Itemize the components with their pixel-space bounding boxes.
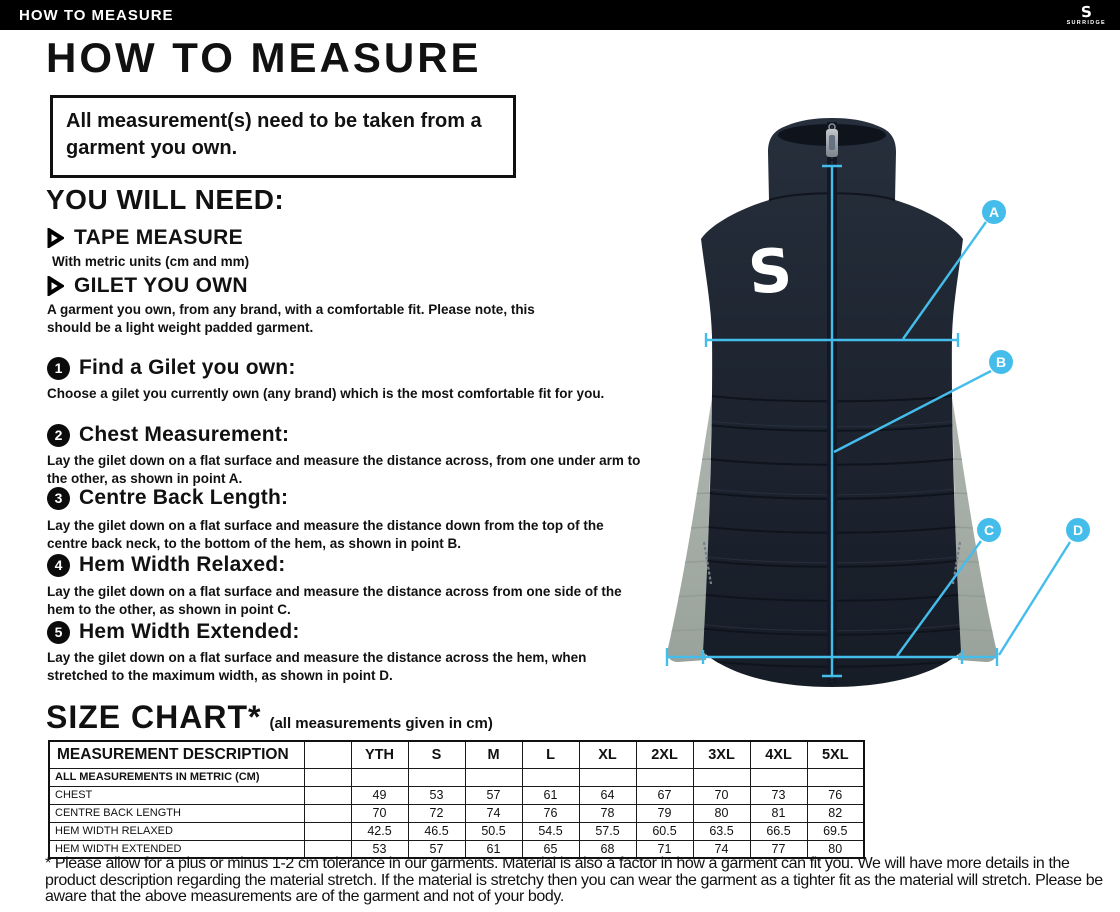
- topbar-title: HOW TO MEASURE: [19, 6, 174, 24]
- pointer-line-d: [999, 542, 1070, 655]
- size-chart-heading: [46, 699, 493, 736]
- step-number-badge: 4: [47, 554, 70, 577]
- blank-cell: [304, 768, 351, 786]
- header-measurement-description: MEASUREMENT DESCRIPTION: [49, 741, 304, 768]
- step-3-heading: [47, 486, 288, 510]
- step-title: Hem Width Relaxed:: [79, 553, 286, 576]
- need-item-description: A garment you own, from any brand, with a comfortable fit. Please note, this should be a light weight padded garment.: [47, 302, 535, 335]
- blank-cell: [807, 768, 864, 786]
- need-item-title: TAPE MEASURE: [74, 226, 243, 249]
- surridge-logo: [1066, 2, 1106, 27]
- tolerance-footnote: * Please allow for a plus or minus 1-2 cm tolerance in our garments. Material is also a factor in how a garment can fit you. We will have more details in the product description regarding the material stretch. If the material is stretchy then you can wear the garment as a tighter fit as the material will stretch. Please be aware that the above measurements are of the garment and not of your body.: [45, 855, 1103, 905]
- size-value-cell: 81: [750, 804, 807, 822]
- size-value-cell: 74: [693, 840, 750, 858]
- size-value-cell: 53: [408, 786, 465, 804]
- step-title: Hem Width Extended:: [79, 620, 300, 643]
- size-value-cell: 53: [351, 840, 408, 858]
- size-value-cell: 79: [636, 804, 693, 822]
- metric-note-row: [49, 768, 864, 786]
- step-5-description: Lay the gilet down on a flat surface and measure the distance across the hem, when stretched to the maximum width, as shown in point D.: [47, 650, 587, 683]
- size-value-cell: 77: [750, 840, 807, 858]
- size-value-cell: 65: [522, 840, 579, 858]
- size-value-cell: 67: [636, 786, 693, 804]
- step-title: Centre Back Length:: [79, 486, 289, 509]
- size-value-cell: 74: [465, 804, 522, 822]
- measurement-point-labels: [977, 200, 1090, 542]
- notice-box: [50, 95, 516, 178]
- notice-text: All measurement(s) need to be taken from a garment you own.: [66, 110, 482, 159]
- size-value-cell: 70: [693, 786, 750, 804]
- need-item-title: GILET YOU OWN: [74, 274, 248, 297]
- blank-cell: [636, 768, 693, 786]
- step-title: Chest Measurement:: [79, 423, 290, 446]
- step-number-badge: 3: [47, 487, 70, 510]
- size-value-cell: 61: [465, 840, 522, 858]
- size-value-cell: 63.5: [693, 822, 750, 840]
- step-1-description: Choose a gilet you currently own (any brand) which is the most comfortable fit for you.: [47, 386, 605, 401]
- triangle-bullet-icon: [47, 276, 64, 296]
- header-size-m: M: [465, 741, 522, 768]
- blank-cell: [693, 768, 750, 786]
- size-value-cell: 49: [351, 786, 408, 804]
- gilet-measurement-diagram: [630, 95, 1120, 720]
- header-size-yth: YTH: [351, 741, 408, 768]
- step-3-description: Lay the gilet down on a flat surface and measure the distance down from the top of the centre back neck, to the bottom of the hem, as shown in point B.: [47, 518, 604, 551]
- size-value-cell: 80: [807, 840, 864, 858]
- row-label: CENTRE BACK LENGTH: [49, 804, 304, 822]
- size-value-cell: 60.5: [636, 822, 693, 840]
- blank-cell: [304, 786, 351, 804]
- row-label: HEM WIDTH EXTENDED: [49, 840, 304, 858]
- size-value-cell: 73: [750, 786, 807, 804]
- size-value-cell: 76: [807, 786, 864, 804]
- size-value-cell: 42.5: [351, 822, 408, 840]
- header-size-2xl: 2XL: [636, 741, 693, 768]
- step-number-badge: 5: [47, 621, 70, 644]
- blank-cell: [579, 768, 636, 786]
- size-value-cell: 80: [693, 804, 750, 822]
- size-value-cell: 57.5: [579, 822, 636, 840]
- point-a-label: A: [988, 204, 1000, 220]
- blank-cell: [304, 804, 351, 822]
- blank-cell: [408, 768, 465, 786]
- size-value-cell: 46.5: [408, 822, 465, 840]
- table-row-centre-back-length: [49, 804, 864, 822]
- size-value-cell: 69.5: [807, 822, 864, 840]
- need-item-gilet: [47, 274, 248, 298]
- step-1-heading: [47, 356, 296, 380]
- top-bar: [0, 0, 1120, 30]
- table-row-chest: [49, 786, 864, 804]
- size-value-cell: 66.5: [750, 822, 807, 840]
- point-d-label: D: [1072, 522, 1084, 538]
- size-value-cell: 57: [408, 840, 465, 858]
- size-value-cell: 76: [522, 804, 579, 822]
- size-value-cell: 61: [522, 786, 579, 804]
- row-label: HEM WIDTH RELAXED: [49, 822, 304, 840]
- step-number-badge: 1: [47, 357, 70, 380]
- surridge-s-icon: S: [1080, 2, 1093, 22]
- surridge-logo-text: SURRIDGE: [1066, 19, 1106, 26]
- you-will-need-heading: YOU WILL NEED:: [46, 184, 285, 215]
- header-size-3xl: 3XL: [693, 741, 750, 768]
- size-chart-subtitle: (all measurements given in cm): [269, 715, 493, 732]
- need-item-tape-measure: [47, 226, 243, 250]
- size-value-cell: 50.5: [465, 822, 522, 840]
- size-value-cell: 72: [408, 804, 465, 822]
- size-value-cell: 57: [465, 786, 522, 804]
- triangle-bullet-icon: [47, 228, 64, 248]
- header-blank-cell: [304, 741, 351, 768]
- header-size-5xl: 5XL: [807, 741, 864, 768]
- size-value-cell: 54.5: [522, 822, 579, 840]
- size-value-cell: 70: [351, 804, 408, 822]
- blank-cell: [304, 822, 351, 840]
- blank-cell: [465, 768, 522, 786]
- step-2-heading: [47, 423, 289, 447]
- size-chart-table: [48, 740, 865, 859]
- step-5-heading: [47, 620, 300, 644]
- size-value-cell: 71: [636, 840, 693, 858]
- need-item-description: With metric units (cm and mm): [52, 254, 250, 269]
- size-value-cell: 78: [579, 804, 636, 822]
- size-value-cell: 68: [579, 840, 636, 858]
- blank-cell: [522, 768, 579, 786]
- row-label: CHEST: [49, 786, 304, 804]
- point-b-label: B: [995, 354, 1007, 370]
- step-4-heading: [47, 553, 285, 577]
- size-value-cell: 64: [579, 786, 636, 804]
- size-value-cell: 82: [807, 804, 864, 822]
- blank-cell: [351, 768, 408, 786]
- header-size-xl: XL: [579, 741, 636, 768]
- metric-note: ALL MEASUREMENTS IN METRIC (CM): [49, 768, 304, 786]
- size-chart-header-row: [49, 741, 864, 768]
- step-title: Find a Gilet you own:: [79, 356, 296, 379]
- size-chart-title: SIZE CHART*: [46, 699, 262, 735]
- header-size-4xl: 4XL: [750, 741, 807, 768]
- header-size-l: L: [522, 741, 579, 768]
- header-size-s: S: [408, 741, 465, 768]
- step-4-description: Lay the gilet down on a flat surface and measure the distance across from one side of the hem to the other, as shown in point C.: [47, 584, 622, 617]
- page-title: HOW TO MEASURE: [46, 34, 482, 81]
- point-c-label: C: [983, 522, 995, 538]
- blank-cell: [750, 768, 807, 786]
- step-number-badge: 2: [47, 424, 70, 447]
- table-row-hem-width-relaxed: [49, 822, 864, 840]
- step-2-description: Lay the gilet down on a flat surface and measure the distance across, from one under arm to the other, as shown in point A.: [47, 453, 641, 486]
- surridge-chest-logo: S: [745, 235, 795, 309]
